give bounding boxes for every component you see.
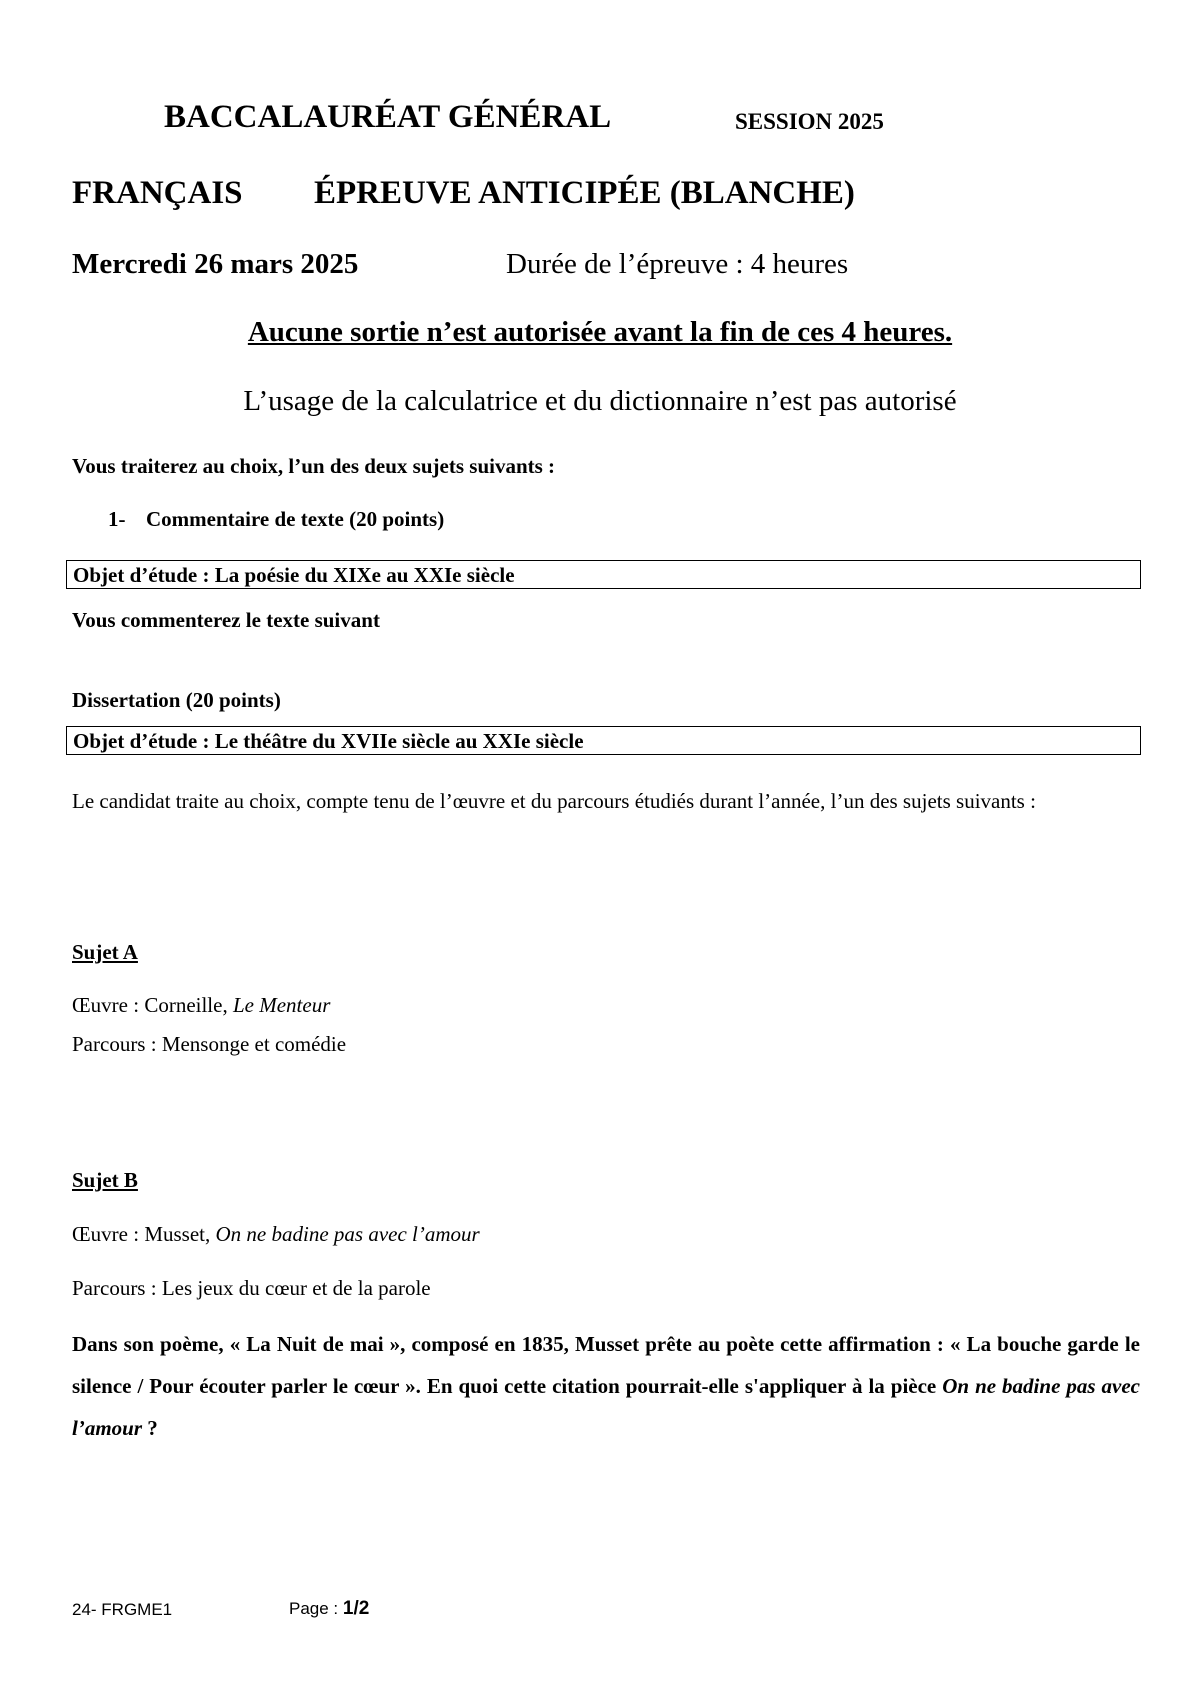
- part2-intro: Le candidat traite au choix, compte tenu de l’œuvre et du parcours étudiés durant l’année, l’un des sujets suivants :: [72, 789, 1036, 813]
- subject-b-question-text: Dans son poème, « La Nuit de mai », composé en 1835, Musset prête au poète cette affirmation : « La bouche garde le silence / Pour écouter parler le cœur ». En quoi cette citation pourrait-elle s'appliquer à la pièce: [72, 1332, 1140, 1398]
- subject-b-work-label: Œuvre : Musset,: [72, 1222, 216, 1246]
- subject-a-work-title: Le Menteur: [232, 993, 331, 1017]
- subject-b-course: Parcours : Les jeux du cœur et de la parole: [72, 1276, 431, 1300]
- part2-title: Dissertation (20 points): [72, 688, 281, 712]
- subject-a-heading: Sujet A: [72, 940, 138, 964]
- part2-object-box: [66, 726, 1141, 755]
- subject-a-work-label: Œuvre : Corneille,: [72, 993, 233, 1017]
- subject-b-work: [72, 1222, 480, 1247]
- exam-type-label: ÉPREUVE ANTICIPÉE (BLANCHE): [314, 175, 855, 211]
- part1-object-of-study: Objet d’étude : La poésie du XIXe au XXIe siècle: [73, 563, 515, 587]
- footer-page-number: 1/2: [342, 1598, 370, 1619]
- part2-object-of-study: Objet d’étude : Le théâtre du XVIIe siècle au XXIe siècle: [73, 729, 584, 753]
- part1-task: Vous commenterez le texte suivant: [72, 608, 380, 632]
- subject-b-question: [72, 1323, 1140, 1449]
- exam-duration: Durée de l’épreuve : 4 heures: [506, 248, 849, 280]
- footer-page-label: Page :: [289, 1599, 343, 1618]
- footer-code: 24- FRGME1: [72, 1600, 173, 1619]
- tools-notice: L’usage de la calculatrice et du dictionnaire n’est pas autorisé: [243, 385, 957, 417]
- no-exit-notice: Aucune sortie n’est autorisée avant la fin de ces 4 heures.: [247, 316, 953, 348]
- subject-b-heading: Sujet B: [72, 1168, 138, 1192]
- exam-date: Mercredi 26 mars 2025: [72, 248, 359, 280]
- part1-title: Commentaire de texte (20 points): [146, 507, 445, 531]
- footer-page: [289, 1598, 369, 1620]
- part1-number: 1-: [108, 507, 126, 531]
- subject-b-question-end: ?: [142, 1416, 158, 1440]
- exam-title: BACCALAURÉAT GÉNÉRAL: [164, 99, 612, 135]
- subject-label: FRANÇAIS: [72, 175, 243, 211]
- session-label: SESSION 2025: [735, 109, 884, 134]
- subject-b-question-title: On ne badine pas avec l’amour: [72, 1374, 1140, 1440]
- part1-object-box: [66, 560, 1141, 589]
- subject-a-work: [72, 993, 330, 1018]
- subject-a-course: Parcours : Mensonge et comédie: [72, 1032, 347, 1056]
- subject-b-work-title: On ne badine pas avec l’amour: [215, 1222, 480, 1246]
- instructions: Vous traiterez au choix, l’un des deux sujets suivants :: [72, 454, 556, 478]
